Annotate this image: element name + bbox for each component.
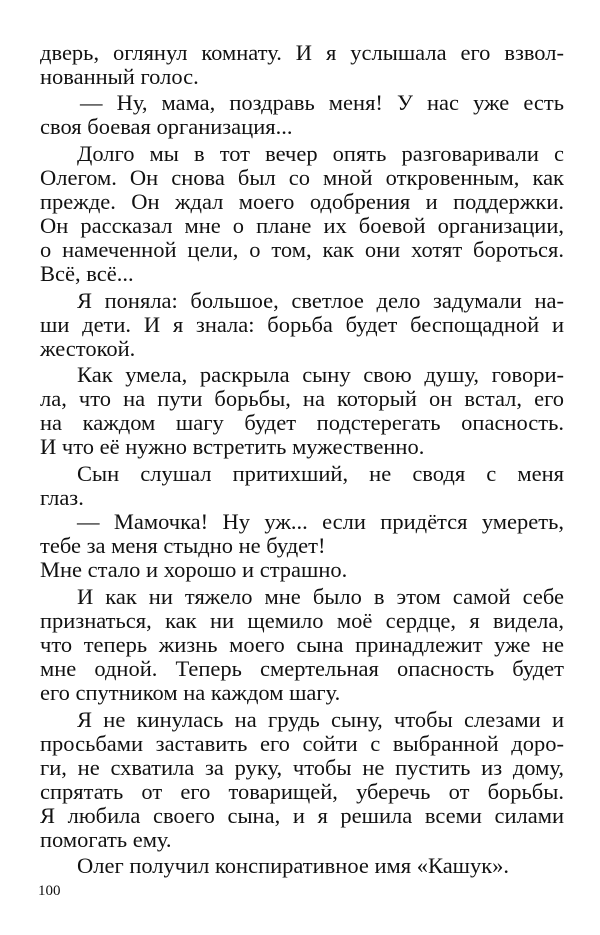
text-line: своя боевая организация... <box>40 114 293 139</box>
text-line: на каждом шагу будет подстерегать опасность. <box>40 410 564 435</box>
text-line: его спутником на каждом шагу. <box>40 680 341 705</box>
text-line: Я поняла: большое, светлое дело задумали на- <box>77 288 564 313</box>
text-line: помогать ему. <box>40 827 172 852</box>
text-line: жестокой. <box>40 336 136 361</box>
text-line: тебе за меня стыдно не будет! <box>40 533 326 558</box>
text-line: признаться, как ни щемило моё сердце, я видела, <box>40 608 564 633</box>
text-line: Долго мы в тот вечер опять разговаривали с <box>77 141 564 166</box>
text-line: дверь, оглянул комнату. И я услышала его взвол- <box>40 40 564 65</box>
text-line: — Мамочка! Ну уж... если придётся умереть, <box>77 509 564 534</box>
text-line: И как ни тяжело мне было в этом самой себе <box>77 584 564 609</box>
text-line: глаз. <box>40 485 84 510</box>
text-line: ла, что на пути борьбы, на который он встал, его <box>40 386 564 411</box>
page-number: 100 <box>38 883 61 899</box>
text-line: о намеченной цели, о том, как они хотят бороться. <box>40 237 564 262</box>
text-line: Я любила своего сына, и я решила всеми силами <box>40 803 564 828</box>
text-line: ги, не схватила за руку, чтобы не пустить из дому, <box>40 755 564 780</box>
text-line: Он рассказал мне о плане их боевой организации, <box>40 213 564 238</box>
text-line: ши дети. И я знала: борьба будет беспощадной и <box>40 312 564 337</box>
text-line: что теперь жизнь моего сына принадлежит уже не <box>40 632 564 657</box>
text-line: спрятать от его товарищей, уберечь от борьбы. <box>40 779 564 804</box>
text-line: Олегом. Он снова был со мной откровенным, как <box>40 165 564 190</box>
text-line: Сын слушал притихший, не сводя с меня <box>77 461 564 486</box>
text-line: просьбами заставить его сойти с выбранной доро- <box>40 731 564 756</box>
text-line: Я не кинулась на грудь сыну, чтобы слезами и <box>77 707 564 732</box>
text-line: — Ну, мама, поздравь меня! У нас уже есть <box>80 90 564 115</box>
text-line: прежде. Он ждал моего одобрения и поддержки. <box>40 189 564 214</box>
text-line: Всё, всё... <box>40 261 134 286</box>
text-line: Мне стало и хорошо и страшно. <box>40 557 348 582</box>
text-line: Как умела, раскрыла сыну свою душу, говори- <box>77 362 564 387</box>
text-line: мне одной. Теперь смертельная опасность будет <box>40 656 564 681</box>
text-line: И что её нужно встретить мужественно. <box>40 434 425 459</box>
text-line: нованный голос. <box>40 64 199 89</box>
text-line: Олег получил конспиративное имя «Кашук». <box>77 853 510 878</box>
